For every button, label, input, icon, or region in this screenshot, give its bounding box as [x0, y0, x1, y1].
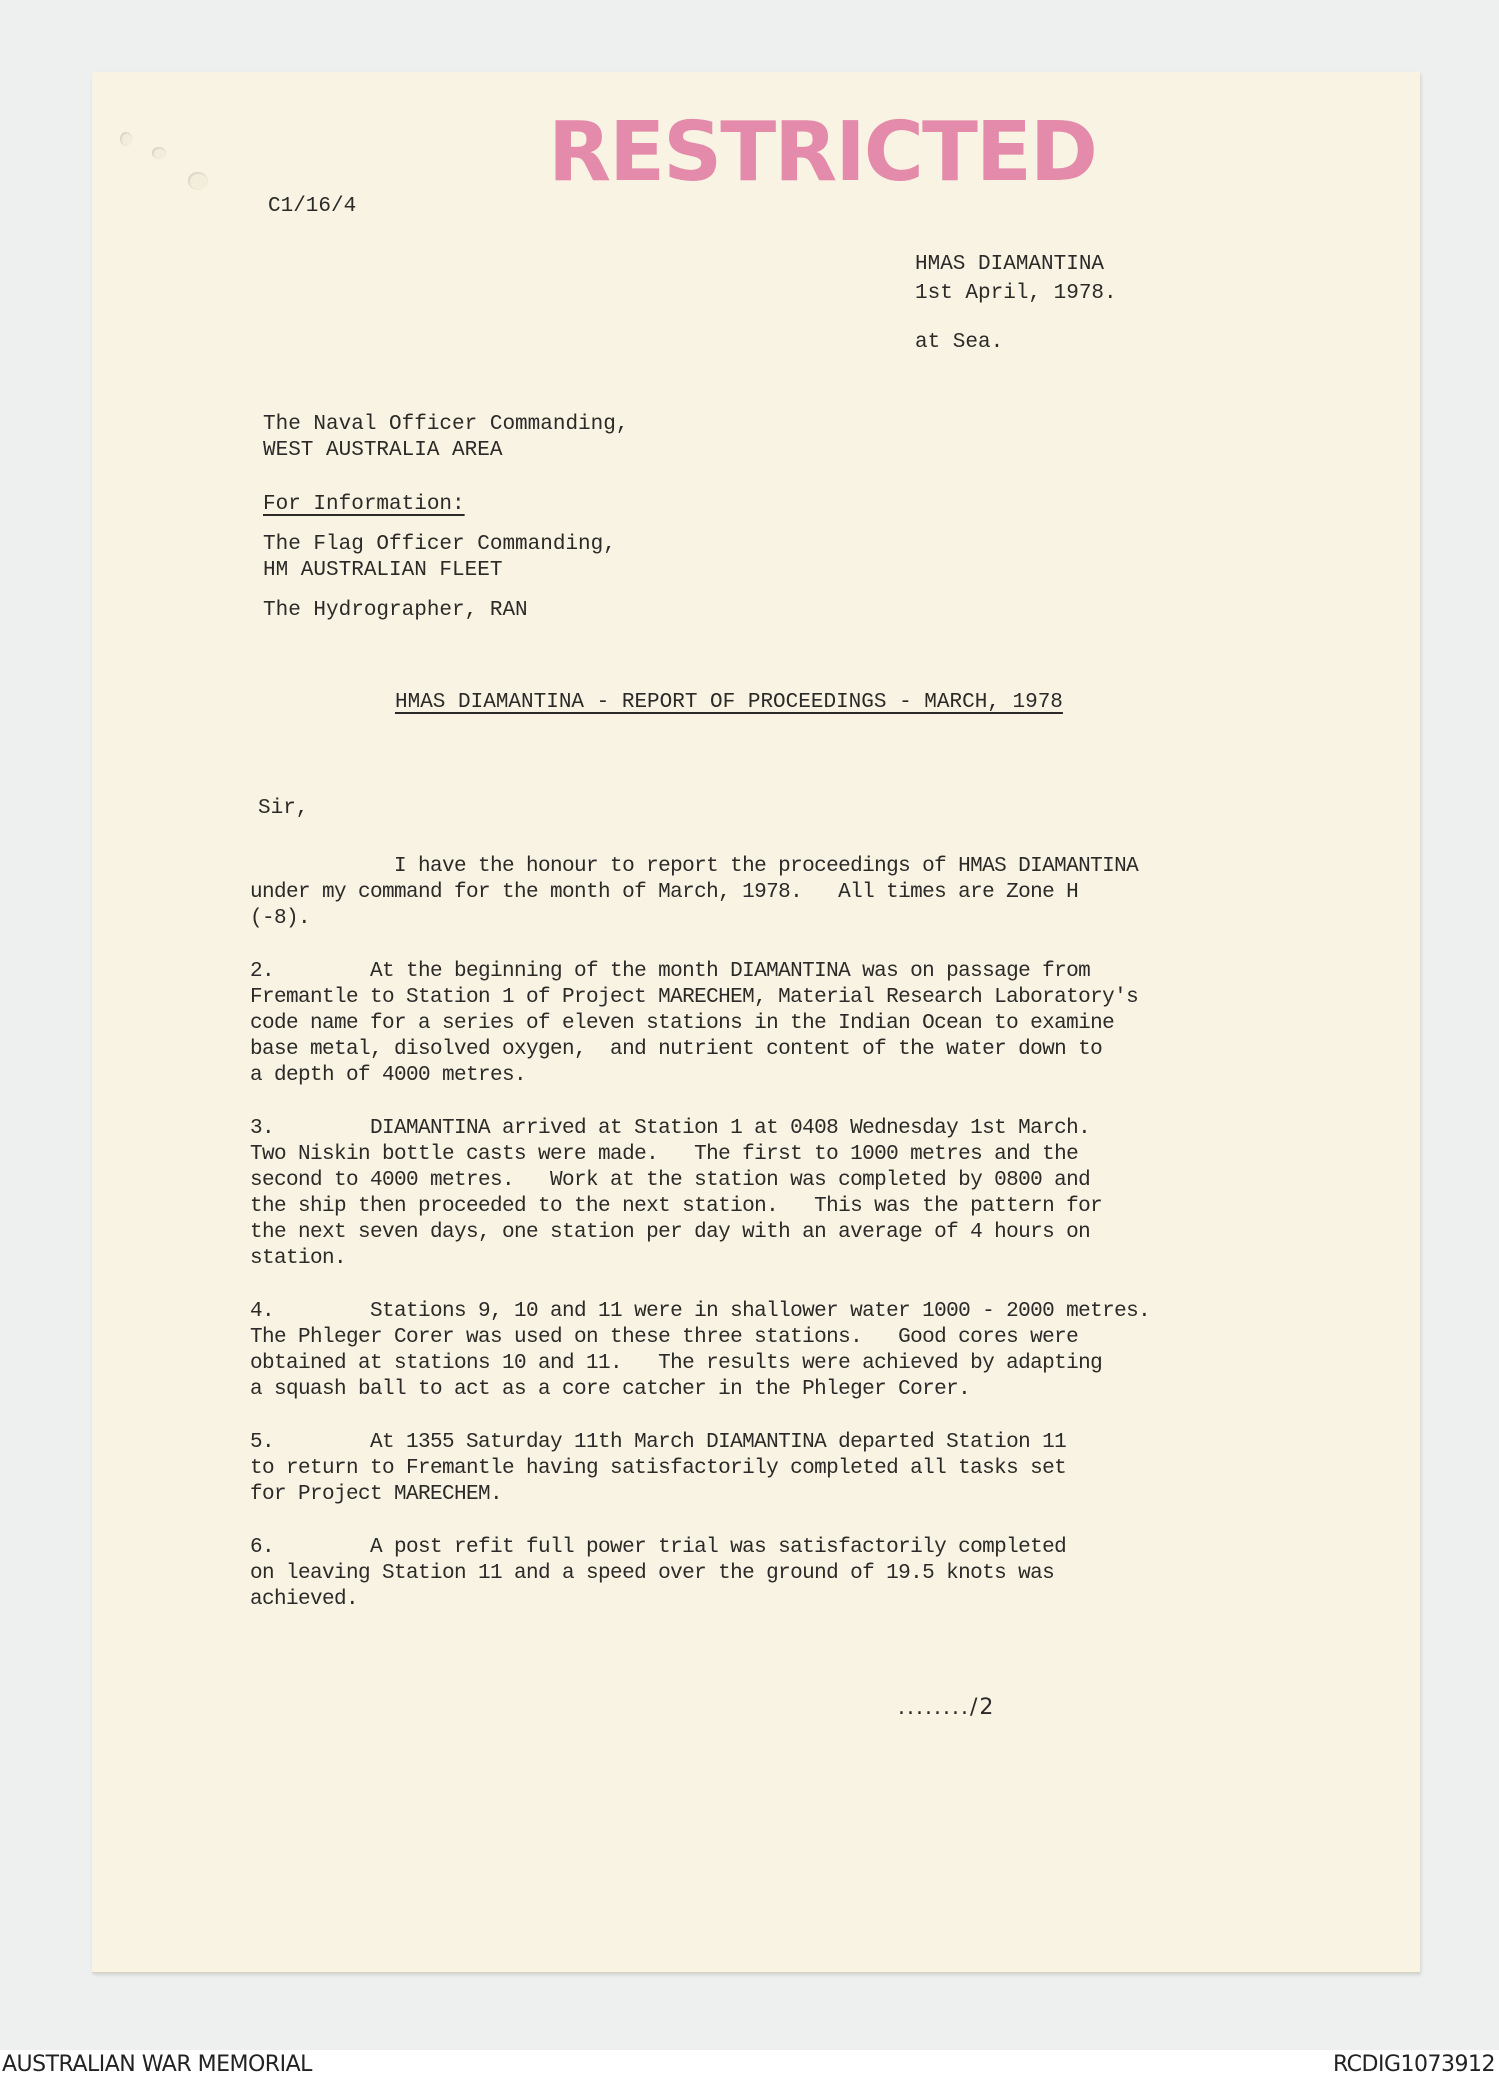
- paragraph-line: 4. Stations 9, 10 and 11 were in shallower water 1000 - 2000 metres.: [250, 1300, 1151, 1323]
- punch-hole-mark: [152, 147, 166, 159]
- letter-header: [250, 190, 1260, 354]
- info-recipient-2-line-1: The Hydrographer, RAN: [263, 599, 528, 622]
- letter-date: 1st April, 1978.: [915, 282, 1117, 305]
- paragraph-line: a squash ball to act as a core catcher in the Phleger Corer.: [250, 1378, 971, 1401]
- paragraph-3: [250, 1116, 1260, 1272]
- paragraph-line: Two Niskin bottle casts were made. The first to 1000 metres and the: [250, 1143, 1079, 1166]
- paragraph-line: achieved.: [250, 1588, 359, 1611]
- addressee-line-1: The Naval Officer Commanding,: [263, 413, 629, 436]
- paragraph-line: a depth of 4000 metres.: [250, 1064, 527, 1087]
- paragraph-line: (-8).: [250, 907, 311, 930]
- letter-body: [250, 190, 1260, 1721]
- info-recipient-1-line-1: The Flag Officer Commanding,: [263, 533, 616, 556]
- addressee-line-2: WEST AUSTRALIA AREA: [263, 439, 503, 462]
- paragraph-line: obtained at stations 10 and 11. The results were achieved by adapting: [250, 1352, 1103, 1375]
- salutation: Sir,: [258, 797, 309, 820]
- info-recipient-1-line-2: HM AUSTRALIAN FLEET: [263, 559, 503, 582]
- paragraph-1: [250, 854, 1260, 932]
- continuation-marker: ......../2: [898, 1695, 996, 1720]
- report-title-block: [395, 690, 1260, 716]
- file-reference: C1/16/4: [268, 195, 357, 218]
- paragraph-line: Fremantle to Station 1 of Project MARECHEM, Material Research Laboratory's: [250, 986, 1139, 1009]
- punch-hole-mark: [120, 132, 132, 146]
- punch-hole-mark: [188, 172, 208, 190]
- paragraph-line: station.: [250, 1247, 347, 1270]
- sender-line-1: HMAS DIAMANTINA: [915, 253, 1105, 276]
- restricted-stamp: RESTRICTED: [548, 105, 1096, 200]
- report-title: HMAS DIAMANTINA - REPORT OF PROCEEDINGS - MARCH, 1978: [395, 691, 1063, 714]
- info-recipient-1: [263, 532, 1260, 584]
- paragraph-line: base metal, disolved oxygen, and nutrient content of the water down to: [250, 1038, 1103, 1061]
- paragraph-6: [250, 1535, 1260, 1613]
- paragraph-line: 6. A post refit full power trial was satisfactorily completed: [250, 1536, 1067, 1559]
- paragraph-line: the ship then proceeded to the next station. This was the pattern for: [250, 1195, 1103, 1218]
- paragraph-2: [250, 959, 1260, 1089]
- paragraph-line: the next seven days, one station per day with an average of 4 hours on: [250, 1221, 1091, 1244]
- sender-line-2: at Sea.: [915, 331, 1004, 354]
- for-information-block: [263, 492, 1260, 518]
- addressee-block: [263, 412, 1260, 464]
- for-information-heading: For Information:: [263, 493, 465, 516]
- paragraph-line: The Phleger Corer was used on these three stations. Good cores were: [250, 1326, 1079, 1349]
- salutation-block: [258, 796, 1260, 822]
- paragraph-line: on leaving Station 11 and a speed over the ground of 19.5 knots was: [250, 1562, 1055, 1585]
- info-recipient-2: [263, 598, 1260, 624]
- footer-identifier: RCDIG1073912: [1332, 2052, 1495, 2077]
- paragraph-line: 3. DIAMANTINA arrived at Station 1 at 0408 Wednesday 1st March.: [250, 1117, 1091, 1140]
- paragraph-line: I have the honour to report the proceedings of HMAS DIAMANTINA: [250, 855, 1139, 878]
- paragraph-line: to return to Fremantle having satisfactorily completed all tasks set: [250, 1457, 1067, 1480]
- paragraph-line: 2. At the beginning of the month DIAMANTINA was on passage from: [250, 960, 1091, 983]
- paragraph-line: code name for a series of eleven stations in the Indian Ocean to examine: [250, 1012, 1115, 1035]
- paragraph-line: 5. At 1355 Saturday 11th March DIAMANTINA departed Station 11: [250, 1431, 1067, 1454]
- paragraph-line: for Project MARECHEM.: [250, 1483, 503, 1506]
- paragraph-line: under my command for the month of March, 1978. All times are Zone H: [250, 881, 1079, 904]
- paragraph-5: [250, 1430, 1260, 1508]
- paragraph-line: second to 4000 metres. Work at the station was completed by 0800 and: [250, 1169, 1091, 1192]
- paragraph-4: [250, 1299, 1260, 1403]
- footer-institution: AUSTRALIAN WAR MEMORIAL: [2, 2052, 312, 2077]
